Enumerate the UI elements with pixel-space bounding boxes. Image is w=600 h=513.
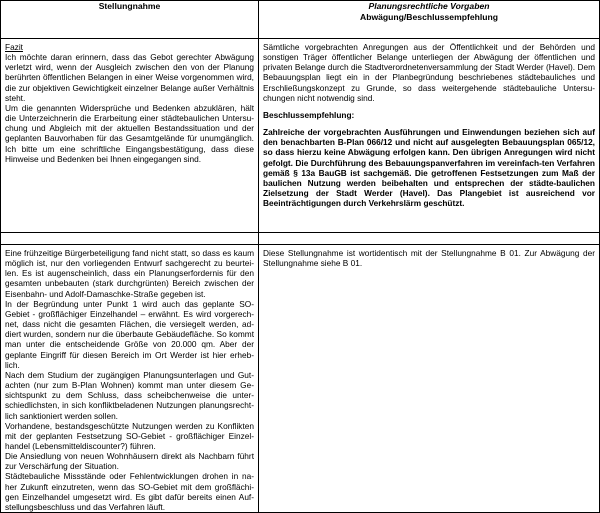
- consideration-cell: [259, 39, 600, 233]
- table-header-row: [1, 1, 600, 39]
- table-row: [1, 39, 600, 233]
- statement-paragraph: Ich möchte daran erinnern, dass das Gebot gerechter Abwägung verletzt wird, wenn der Ausgleich zwischen den von der Planung berührten öffentlichen Belangen in einer Weise vorgenommen wird, die zur objektiven Gewichtigkeit einzelner Belange außer Verhältnis steht.: [5, 52, 254, 103]
- recommendation-heading: Beschlussempfehlung:: [263, 109, 355, 120]
- header-planning-subtitle: Abwägung/Beschlussempfehlung: [360, 11, 498, 22]
- header-planning: [259, 1, 600, 39]
- header-statement: [1, 1, 259, 39]
- statement-paragraph: Städtebauliche Missstände oder Fehlentwicklungen drohen in na-her Zukunft einzutreten, wenn das SO-Gebiet mit dem großflächi-gen Einzelhandel umgesetzt wird. Es gibt dafür bereits einen Auf-stellungsbeschluss und das Verfahren läuft.: [5, 471, 254, 512]
- consideration-paragraph: Diese Stellungnahme ist wortidentisch mit der Stellungnahme B 01. Zur Abwägung der Stellungnahme siehe B 01.: [263, 248, 595, 269]
- statement-paragraph: Vorhandene, bestandsgeschützte Nutzungen werden zu Konflikten mit der geplanten Festsetzung SO-Gebiet - großflächiger Einzel-handel (Lebensmitteldiscounter?) führen.: [5, 420, 254, 451]
- statement-cell: [1, 245, 259, 513]
- fazit-heading: Fazit: [5, 42, 23, 52]
- recommendation-text: Zahlreiche der vorgebrachten Ausführungen und Einwendungen beziehen sich auf den benachbarten B-Plan 066/12 und nicht auf ausgelegten Bebauungsplan 065/12, so dass hierzu keine Abwägung erfolgen kann. Den übrigen Anregungen wird nicht gefolgt. Die Durchführung des Bebauungspanverfahren im vereinfach-ten Verfahren gemäß § 13a BauGB ist sachgemäß. Die getroffenen Festsetzungen zum Maß der baulichen Nutzung werden beibehalten und entsprechen der städte-baulichen Zielsetzung der Stadt Werder (Havel). Das Plangebiet ist ausreichend vor Beeinträchtigungen durch Verkehrslärm geschützt.: [263, 127, 595, 209]
- statement-cell: [1, 39, 259, 233]
- statement-paragraph: In der Begründung unter Punkt 1 wird auch das geplante SO-Gebiet - großflächiger Einzelhandel – erwähnt. Es wird vorgerech-net, dass nicht die gesamten Flächen, die versiegelt werden, ad-diert wurden, sondern nur die überbaute Gebäudefläche. So kommt man unter die entscheidende Größe von 20.000 qm. Aber der geplante Eingriff für diesen Bereich im Ort Werder ist hier erheb-lich.: [5, 298, 254, 370]
- statement-paragraph: Eine frühzeitige Bürgerbeteiligung fand nicht statt, so dass es kaum möglich ist, nur den vorliegenden Entwurf sachgerecht zu beurtei-len. Es ist augenscheinlich, dass ein Planungserfordernis für den gesamten unbebauten (stark durchgrünten) Bereich zwischen der Eisenbahn- und Adolf-Damaschke-Straße gegeben ist.: [5, 248, 254, 299]
- header-statement-label: Stellungnahme: [98, 1, 161, 11]
- row-separator: [1, 233, 600, 245]
- header-planning-title: Planungsrechtliche Vorgaben: [368, 1, 490, 11]
- statement-paragraph: Um die genannten Widersprüche und Bedenken abzuklären, hält die Unterzeichnerin die Erarbeitung einer städtebaulichen Untersu-chung und Abgleich mit der aktuellen Bestandssituation und der geplanten Bauvorhaben für das Gesamtgelände für unumgänglich. Ich bitte um eine schriftliche Eingangsbestätigung, dass diese Hinweise und Bedenken bei Ihnen eingegangen sind.: [5, 102, 254, 164]
- statement-paragraph: Die Ansiedlung von neuen Wohnhäusern direkt als Nachbarn führt zur Verschärfung der Situation.: [5, 451, 254, 472]
- table-row: [1, 245, 600, 513]
- consideration-cell: [259, 245, 600, 513]
- statement-paragraph: Nach dem Studium der zugängigen Planungsunterlagen und Gut-achten (nur zum B-Plan Wohnen) kommt man unter diesem Ge-sichtspunkt zu dem Schluss, dass scheibchenweise die unter-schiedlichsten, in sich konfliktbeladenen Nutzungen planungsrecht-lich sanktioniert werden sollen.: [5, 369, 254, 421]
- consideration-paragraph: Sämtliche vorgebrachten Anregungen aus der Öffentlichkeit und der Behörden und sonstigen Träger öffentlicher Belange unterliegen der Abwägung der öffentlichen und privaten Belange durch die Stadtverordnetenversammlung der Stadt Werder (Havel). Dem Bebauungsplan liegt ein in der Planbegründung beschriebenes städtebauliches und Erschließungskonzept zu Grunde, so dass weitergehende städtebauliche Untersu-chungen nicht notwendig sind.: [263, 42, 595, 103]
